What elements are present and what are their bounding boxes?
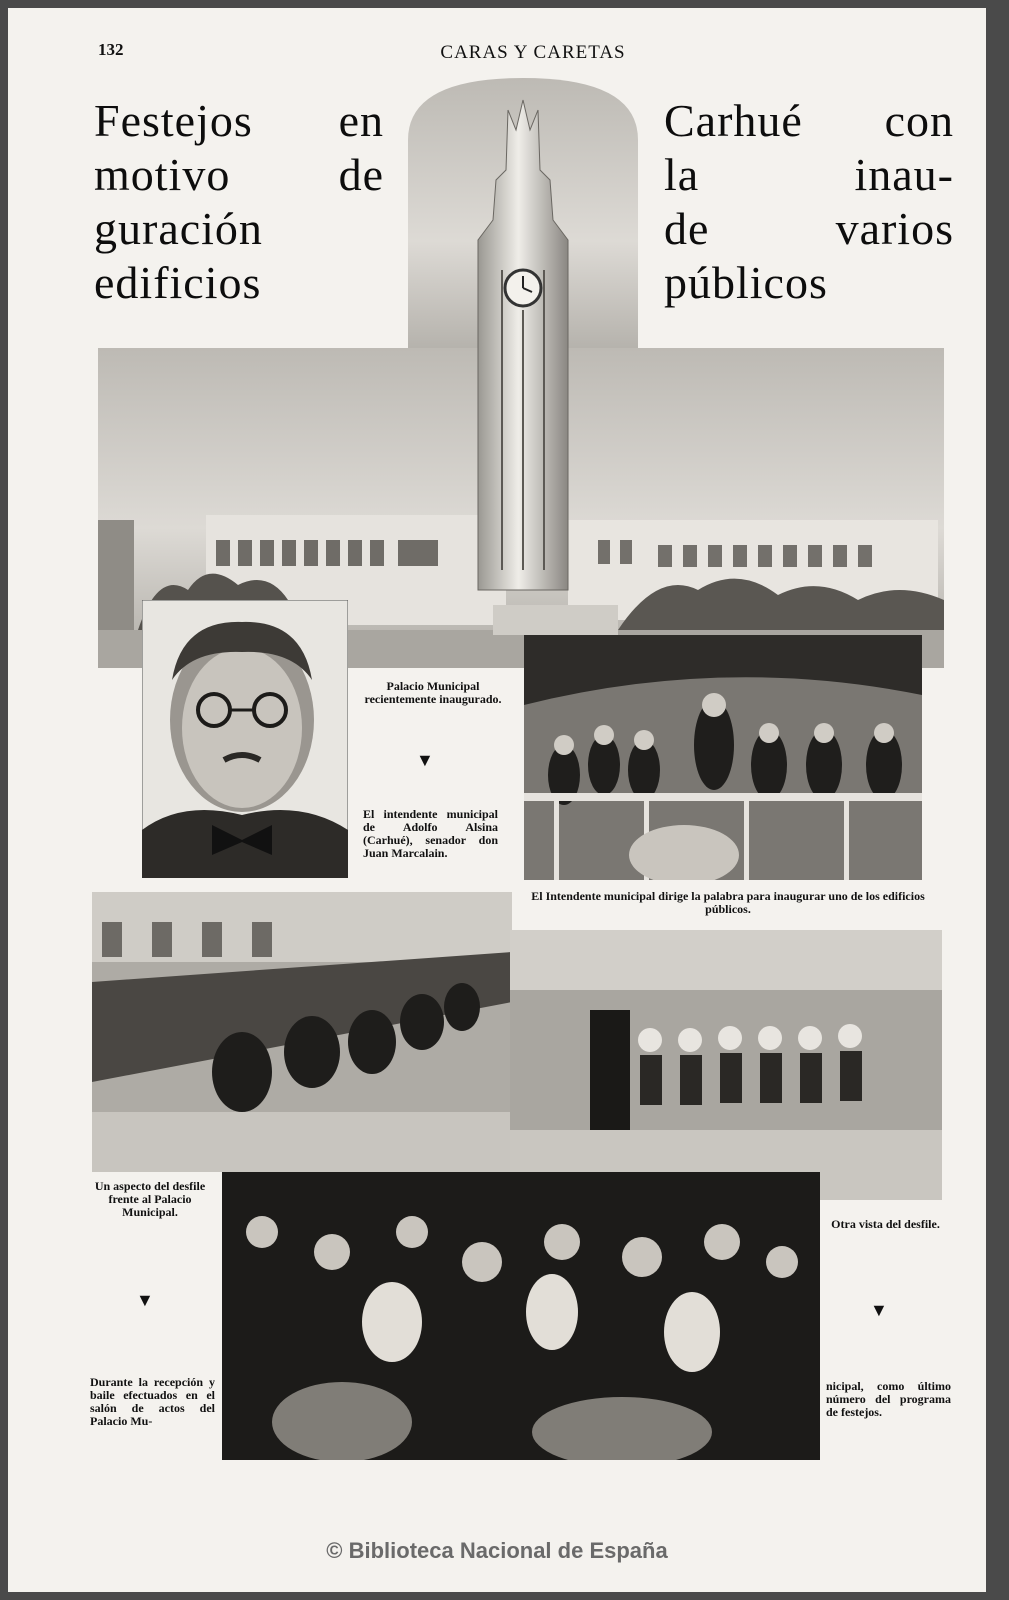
parade-girls-photo [510,930,942,1200]
headline-right-line: la inau- [664,149,954,200]
speech-photo [524,635,922,880]
caption-desfile: Un aspecto del desfile frente al Palacio Municipal. [94,1179,206,1219]
headline-right-line: de varios [664,203,954,254]
magazine-page [8,8,986,1592]
caption-palacio: Palacio Municipal recientemente inaugurado. [364,679,502,706]
portrait-photo [142,600,348,878]
down-triangle-icon: ▼ [136,1290,154,1310]
headline-left-line: Festejos en [94,95,384,146]
headline-left-line: motivo de [94,149,384,200]
library-credit: © Biblioteca Nacional de España [326,1538,668,1563]
parade-photo [92,892,512,1172]
caption-baile-part1: Durante la recepción y baile efectuados en el salón de actos del Palacio Mu- [90,1375,215,1428]
caption-discurso: El Intendente municipal dirige la palabra para inaugurar uno de los edificios públicos. [531,889,925,916]
down-triangle-icon: ▼ [416,750,434,770]
caption-baile-part2: nicipal, como último número del programa de festejos. [826,1379,951,1419]
headline-left-line: edificios [94,257,262,308]
dance-reception-photo [222,1172,820,1460]
caption-intendente: El intendente municipal de Adolfo Alsina (Carhué), senador don Juan Marcalain. [363,807,498,860]
masthead: CARAS Y CARETAS [440,42,626,63]
caption-otra-vista: Otra vista del desfile. [831,1217,940,1231]
down-triangle-icon: ▼ [870,1300,888,1320]
palacio-municipal-photo [98,70,944,668]
page-number: 132 [98,40,124,59]
headline-right-line: públicos [664,257,828,308]
headline-left-line: guración [94,203,263,254]
headline-right-line: Carhué con [664,95,954,146]
